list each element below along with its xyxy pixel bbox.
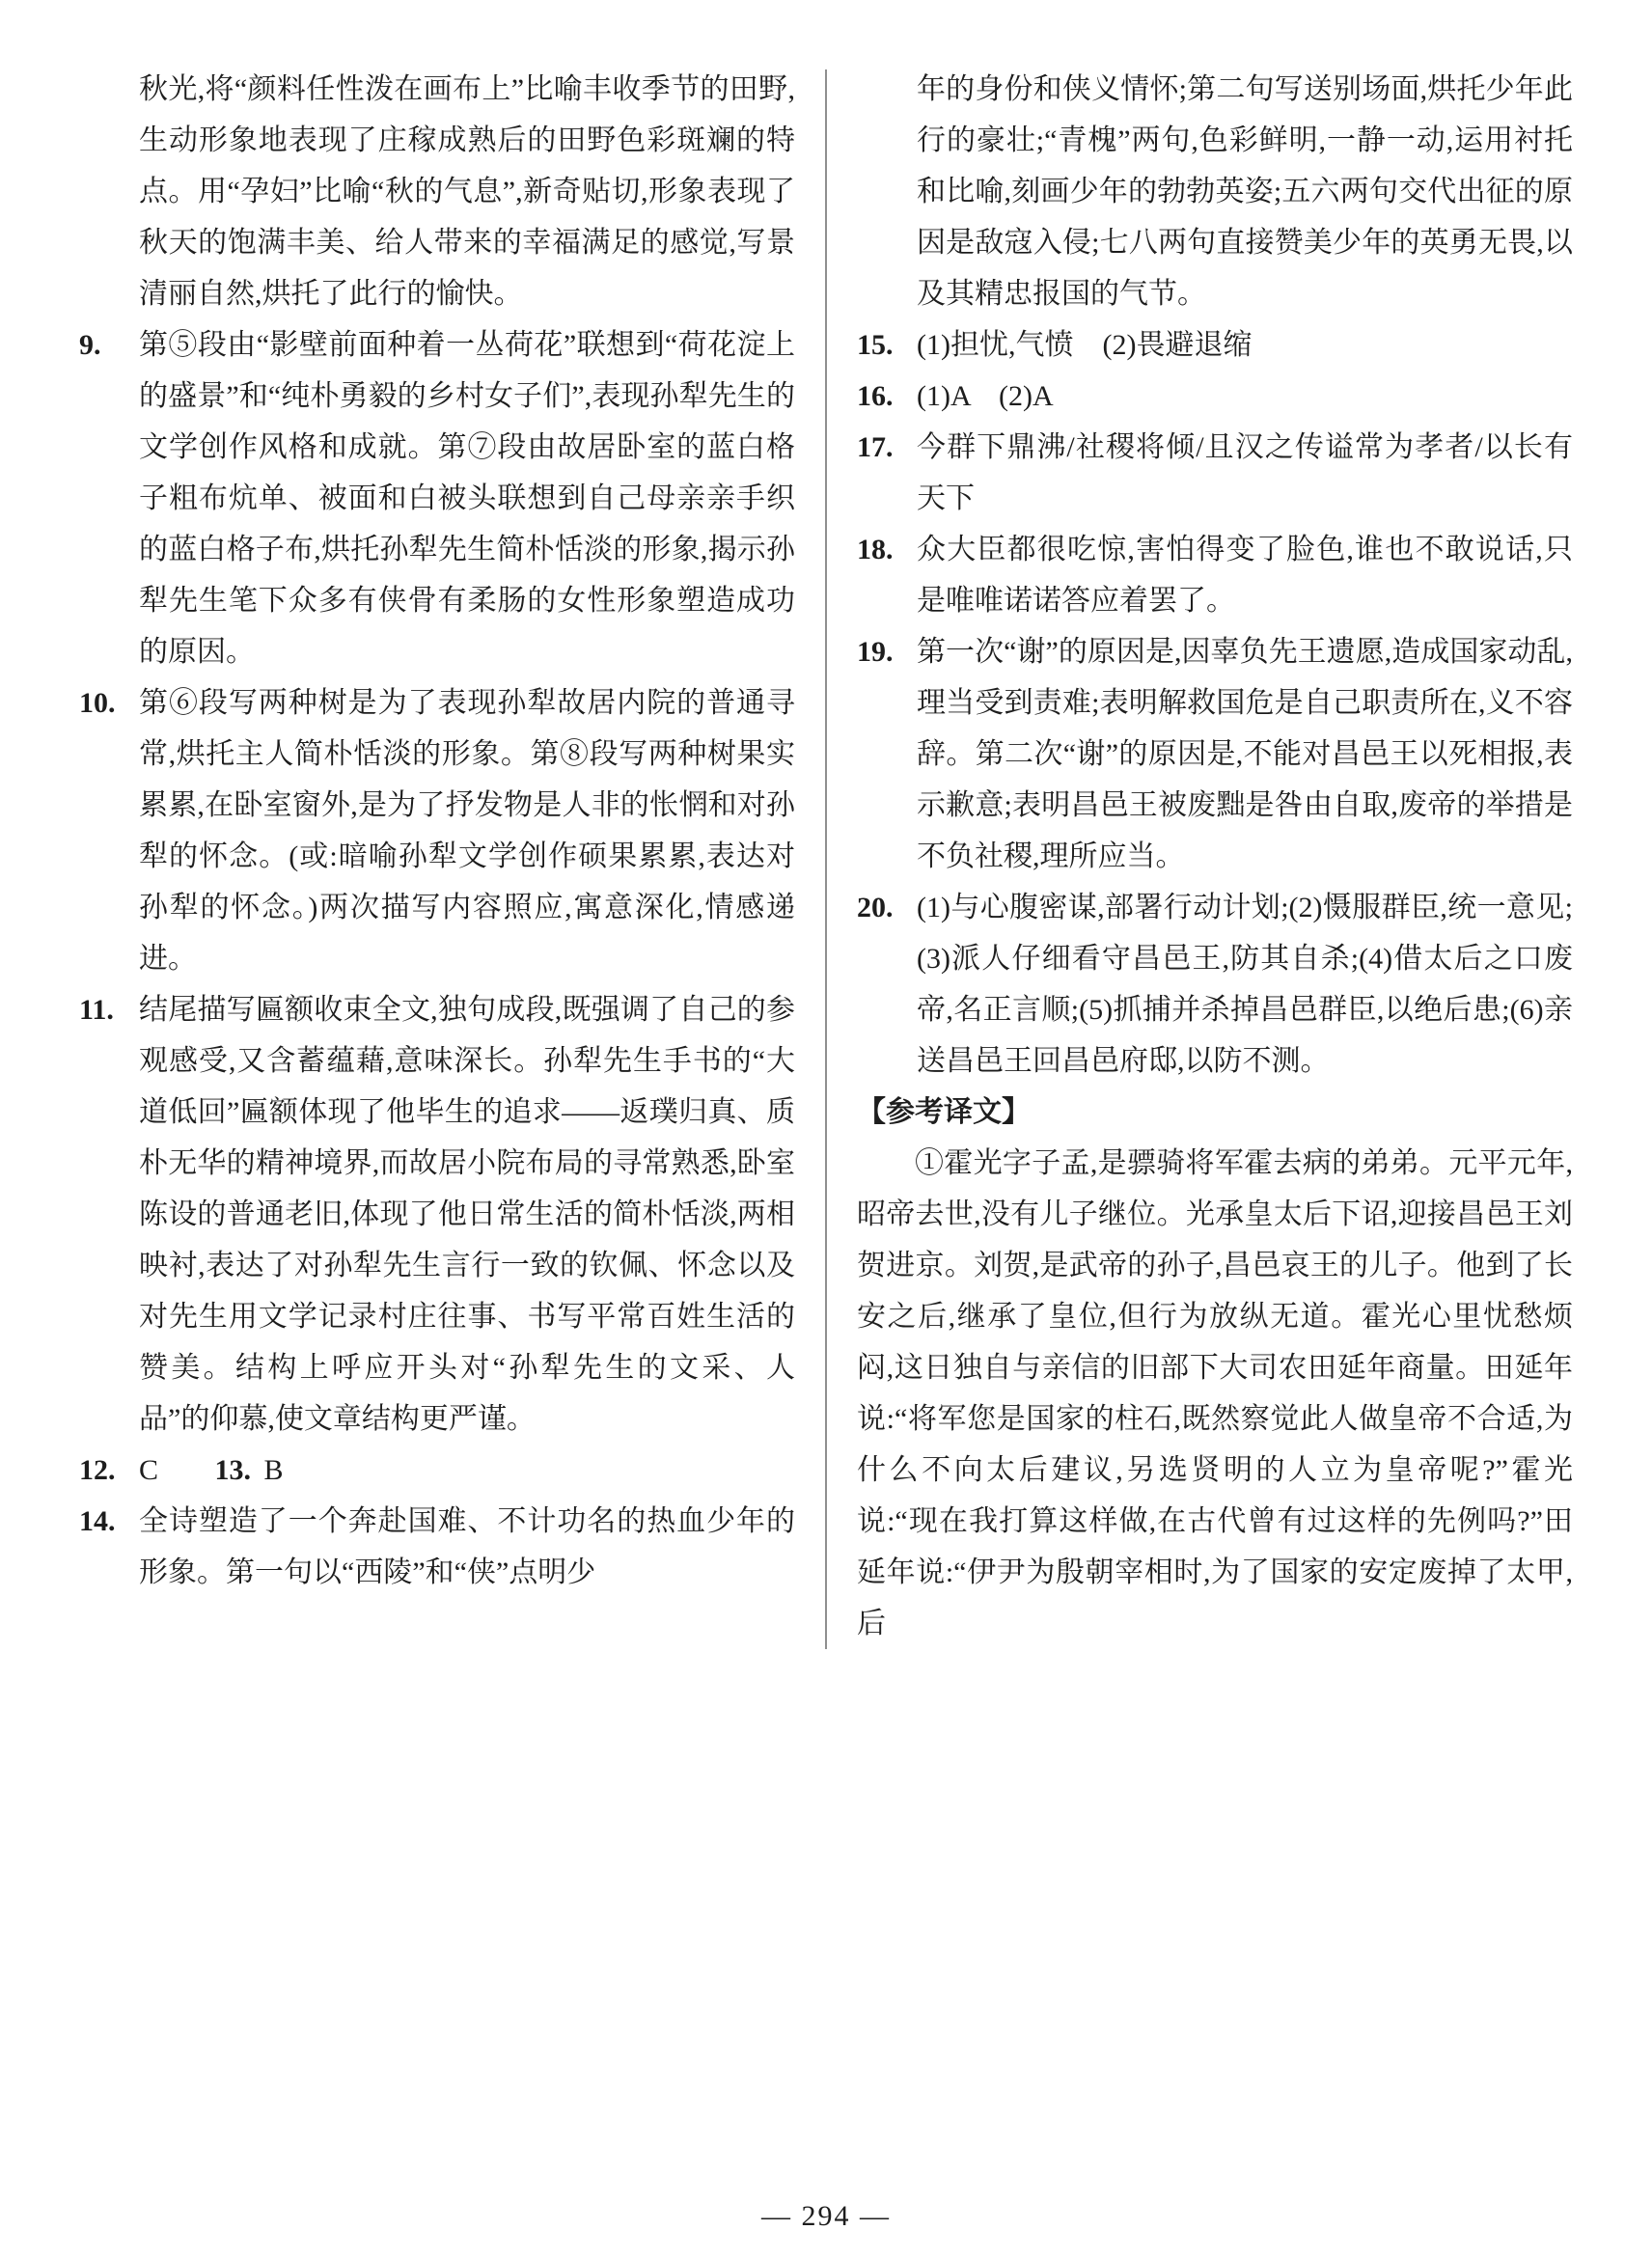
answer-item-16 bbox=[857, 371, 1573, 422]
choice-answer: C bbox=[139, 1454, 159, 1486]
item-number: 17. bbox=[857, 431, 894, 463]
item-number: 9. bbox=[79, 329, 101, 361]
item-text: (1)担忧,气愤 (2)畏避退缩 bbox=[917, 329, 1253, 361]
answer-item-10 bbox=[79, 677, 795, 984]
item-number: 20. bbox=[857, 892, 894, 923]
item-text: 全诗塑造了一个奔赴国难、不计功名的热血少年的形象。第一句以“西陵”和“侠”点明少 bbox=[139, 1505, 795, 1588]
answer-continuation-8: 秋光,将“颜料任性泼在画布上”比喻丰收季节的田野,生动形象地表现了庄稼成熟后的田野色彩斑斓的特点。用“孕妇”比喻“秋的气息”,新奇贴切,形象表现了秋天的饱满丰美、给人带来的幸福满足的感觉,写景清丽自然,烘托了此行的愉快。 bbox=[139, 73, 795, 310]
item-number: 15. bbox=[857, 329, 894, 361]
answer-item-19 bbox=[857, 626, 1573, 882]
left-column bbox=[79, 64, 795, 1649]
item-number: 11. bbox=[79, 994, 114, 1026]
item-number: 12. bbox=[79, 1454, 116, 1486]
item-text: 结尾描写匾额收束全文,独句成段,既强调了自己的参观感受,又含蓄蕴藉,意味深长。孙犁先生手书的“大道低回”匾额体现了他毕生的追求——返璞归真、质朴无华的精神境界,而故居小院布局的寻常熟悉,卧室陈设的普通老旧,体现了他日常生活的简朴恬淡,两相映衬,表达了对孙犁先生言行一致的钦佩、怀念以及对先生用文学记录村庄往事、书写平常百姓生活的赞美。结构上呼应开头对“孙犁先生的文采、人品”的仰慕,使文章结构更严谨。 bbox=[139, 994, 795, 1435]
answer-continuation-14: 年的身份和侠义情怀;第二句写送别场面,烘托少年此行的豪壮;“青槐”两句,色彩鲜明,一静一动,运用衬托和比喻,刻画少年的勃勃英姿;五六两句交代出征的原因是敌寇入侵;七八两句直接赞美少年的英勇无畏,以及其精忠报国的气节。 bbox=[917, 73, 1573, 310]
item-number: 13. bbox=[214, 1454, 252, 1486]
reference-translation-paragraph: ①霍光字子孟,是骠骑将军霍去病的弟弟。元平元年,昭帝去世,没有儿子继位。光承皇太后下诏,迎接昌邑王刘贺进京。刘贺,是武帝的孙子,昌邑哀王的儿子。他到了长安之后,继承了皇位,但行为放纵无道。霍光心里忧愁烦闷,这日独自与亲信的旧部下大司农田延年商量。田延年说:“将军您是国家的柱石,既然察觉此人做皇帝不合适,为什么不向太后建议,另选贤明的人立为皇帝呢?”霍光说:“现在我打算这样做,在古代曾有过这样的先例吗?”田延年说:“伊尹为殷朝宰相时,为了国家的安定废掉了太甲,后 bbox=[857, 1147, 1573, 1639]
answer-item-12-13 bbox=[79, 1445, 795, 1496]
item-number: 19. bbox=[857, 636, 894, 668]
item-text: 众大臣都很吃惊,害怕得变了脸色,谁也不敢说话,只是唯唯诺诺答应着罢了。 bbox=[917, 534, 1573, 617]
item-text: (1)A (2)A bbox=[917, 380, 1054, 412]
item-number: 18. bbox=[857, 534, 894, 565]
page-number: — 294 — bbox=[761, 2200, 891, 2232]
item-number: 10. bbox=[79, 687, 116, 719]
item-text: 第⑤段由“影壁前面种着一丛荷花”联想到“荷花淀上的盛景”和“纯朴勇毅的乡村女子们”,表现孙犁先生的文学创作风格和成就。第⑦段由故居卧室的蓝白格子粗布炕单、被面和白被头联想到自己母亲亲手织的蓝白格子布,烘托孙犁先生简朴恬淡的形象,揭示孙犁先生笔下众多有侠骨有柔肠的女性形象塑造成功的原因。 bbox=[139, 329, 795, 668]
reference-translation-heading: 【参考译文】 bbox=[857, 1096, 1031, 1128]
choice-answer: B bbox=[263, 1454, 284, 1486]
item-text: (1)与心腹密谋,部署行动计划;(2)慑服群臣,统一意见;(3)派人仔细看守昌邑王,防其自杀;(4)借太后之口废帝,名正言顺;(5)抓捕并杀掉昌邑群臣,以绝后患;(6)亲送昌邑王回昌邑府邸,以防不测。 bbox=[917, 892, 1573, 1077]
answer-item-17 bbox=[857, 422, 1573, 524]
answer-item-20 bbox=[857, 882, 1573, 1087]
answer-item-14 bbox=[79, 1496, 795, 1598]
item-number: 14. bbox=[79, 1505, 116, 1537]
right-column bbox=[857, 64, 1573, 1649]
item-text: 第一次“谢”的原因是,因辜负先王遗愿,造成国家动乱,理当受到责难;表明解救国危是自己职责所在,义不容辞。第二次“谢”的原因是,不能对昌邑王以死相报,表示歉意;表明昌邑王被废黜是咎由自取,废帝的举措是不负社稷,理所应当。 bbox=[917, 636, 1573, 872]
answer-item-18 bbox=[857, 524, 1573, 626]
item-number: 16. bbox=[857, 380, 894, 412]
column-divider bbox=[825, 69, 827, 1649]
answer-item-9 bbox=[79, 319, 795, 677]
answer-item-11 bbox=[79, 984, 795, 1445]
item-text: 今群下鼎沸/社稷将倾/且汉之传谥常为孝者/以长有天下 bbox=[917, 431, 1573, 514]
item-text: 第⑥段写两种树是为了表现孙犁故居内院的普通寻常,烘托主人简朴恬淡的形象。第⑧段写两种树果实累累,在卧室窗外,是为了抒发物是人非的怅惘和对孙犁的怀念。(或:暗喻孙犁文学创作硕果累累,表达对孙犁的怀念。)两次描写内容照应,寓意深化,情感递进。 bbox=[139, 687, 795, 975]
answer-item-15 bbox=[857, 319, 1573, 371]
